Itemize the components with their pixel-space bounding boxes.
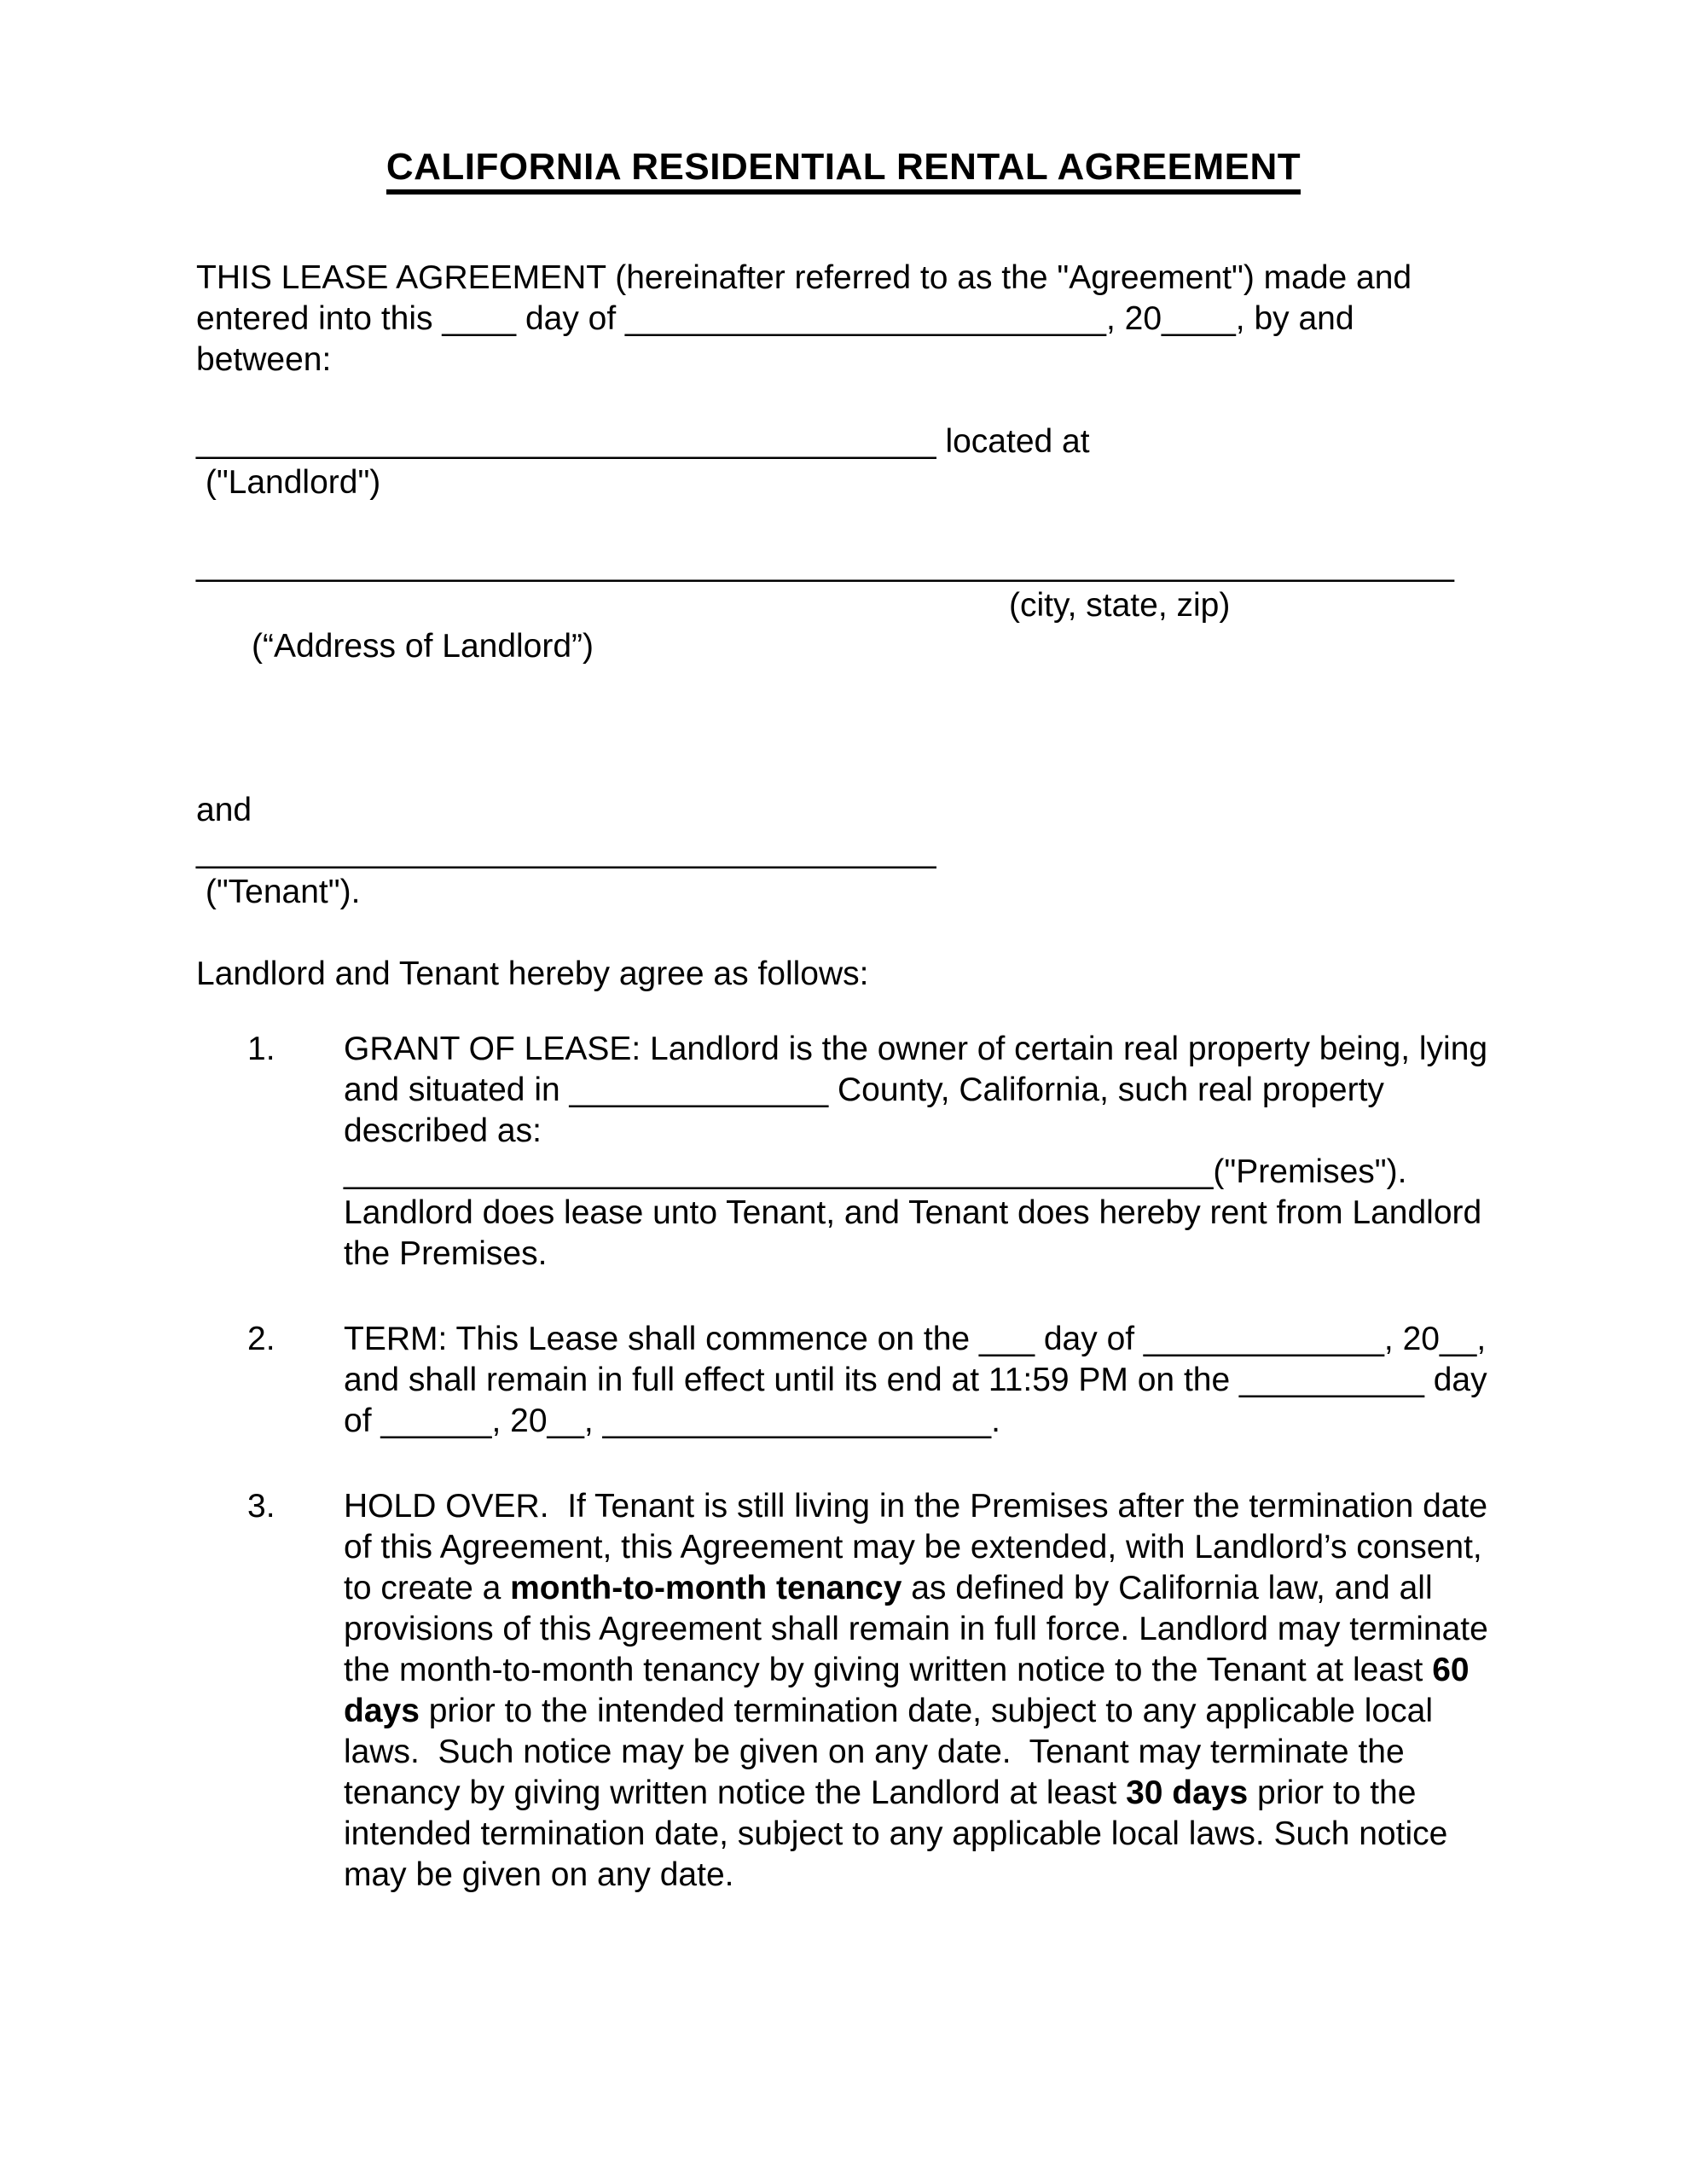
document-title: CALIFORNIA RESIDENTIAL RENTAL AGREEMENT — [386, 147, 1301, 195]
clause-list — [196, 1029, 1498, 1896]
landlord-address-block — [196, 544, 1491, 749]
clause-body — [344, 1319, 1497, 1442]
bold-term-month-to-month: month-to-month tenancy — [510, 1570, 902, 1606]
city-state-zip-label: (city, state, zip) — [1009, 587, 1231, 624]
landlord-name-blank: ________________________________________ — [196, 423, 936, 460]
bold-term-60-days: 60 days — [344, 1652, 1479, 1729]
title-row — [196, 147, 1491, 195]
premises-blank-segment: _______________________________________________("Premises"). Landlord does lease unto Tenant, and Tenant does hereby rent from Landlord the Premises. — [344, 1153, 1492, 1272]
clause-term — [196, 1319, 1497, 1442]
intro-paragraph: THIS LEASE AGREEMENT (hereinafter referred to as the "Agreement") made and entered into this ____ day of __________________________, 20____, by and between: — [196, 259, 1421, 378]
located-at-text: located at — [936, 423, 1090, 460]
clause-paragraph — [344, 1486, 1498, 1896]
clause-number: 2. — [247, 1321, 275, 1357]
clause-paragraph — [344, 1152, 1491, 1275]
clause-hold-over — [196, 1486, 1498, 1896]
address-of-landlord-label: (“Address of Landlord”) — [252, 628, 594, 665]
tenant-name-blank: ________________________________________ — [196, 833, 936, 869]
clause-text-segment: GRANT OF LEASE: Landlord is the owner of certain real property being, lying and situated in ______________ County, California, such real property described as: — [344, 1031, 1497, 1149]
clause-paragraph — [344, 1029, 1497, 1152]
clause-text-segment: TERM: This Lease shall commence on the ___ day of _____________, 20__, and shall remain in full effect until its end at 11:59 PM on the __________ day of ______, 20__, _____________________. — [344, 1321, 1497, 1439]
landlord-name-block — [196, 421, 1491, 503]
clause-text-segment: prior to the intended termination date, subject to any applicable local laws. Such notice may be given on any date. — [344, 1774, 1458, 1893]
conjunction-text: and — [196, 792, 252, 828]
clause-paragraph — [344, 1319, 1497, 1442]
clause-text-segment: prior to the intended termination date, subject to any applicable local laws. Such notice may be given on any date. Tenant may terminate the tenancy by giving written notice the Landlord at least — [344, 1693, 1442, 1811]
clause-number: 1. — [247, 1031, 275, 1067]
clause-text-segment: HOLD OVER. If Tenant is still living in the Premises after the termination date of this Agreement, this Agreement may be extended, with Landlord’s consent, to create a — [344, 1488, 1497, 1606]
landlord-address-blank: ____________________________________________________________________ — [196, 546, 1454, 583]
landlord-name-line — [196, 421, 1491, 462]
address-labels-row — [196, 585, 1491, 749]
clause-text-segment: as defined by California law, and all provisions of this Agreement shall remain in full force. Landlord may terminate the month-to-month tenancy by giving written notice to the Tenant at least — [344, 1570, 1498, 1688]
conjunction-and-tenant-block — [196, 790, 1491, 913]
clause-body — [344, 1029, 1497, 1275]
clause-body — [344, 1486, 1498, 1896]
landlord-label: ("Landlord") — [196, 464, 381, 501]
bold-term-30-days: 30 days — [1126, 1774, 1249, 1811]
tenant-label: ("Tenant"). — [196, 874, 361, 910]
clause-grant-of-lease — [196, 1029, 1497, 1275]
clause-number: 3. — [247, 1488, 275, 1525]
agreement-lead-in: Landlord and Tenant hereby agree as follows: — [196, 956, 869, 992]
